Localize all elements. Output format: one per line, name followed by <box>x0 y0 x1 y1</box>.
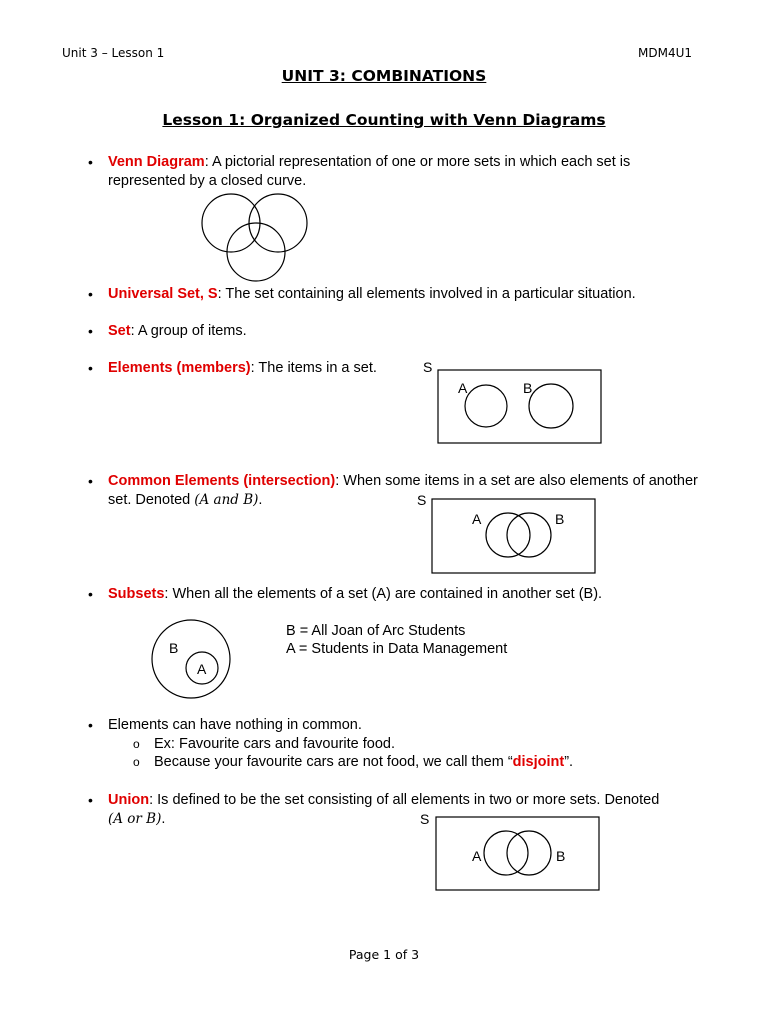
header-right: MDM4U1 <box>638 46 692 60</box>
unit-title: UNIT 3: COMBINATIONS <box>281 67 487 85</box>
label-a: A <box>472 848 482 864</box>
bullet-icon: • <box>88 286 93 302</box>
elements-venn-diagram <box>420 360 610 450</box>
sub-bullet-icon: o <box>133 755 140 769</box>
def-elements: : The items in a set. <box>250 360 377 376</box>
term-intersection: Common Elements (intersection) <box>108 473 336 489</box>
subset-venn-diagram <box>150 618 240 703</box>
bullet-icon: • <box>88 473 93 489</box>
label-b: B <box>169 640 179 656</box>
circle-b <box>529 384 573 428</box>
header-left: Unit 3 – Lesson 1 <box>62 46 165 60</box>
bullet-icon: • <box>88 154 93 170</box>
label-b: B <box>556 848 566 864</box>
label-s: S <box>420 811 430 827</box>
label-s: S <box>423 359 433 375</box>
disjoint-post: ”. <box>564 754 574 770</box>
label-a: A <box>197 661 207 677</box>
term-subsets: Subsets <box>108 586 165 602</box>
def-union-end: . <box>161 811 166 827</box>
def-universal-set: : The set containing all elements involved in a particular situation. <box>217 286 636 302</box>
circle-a <box>484 831 528 875</box>
term-universal-set: Universal Set, S <box>108 286 218 302</box>
item-nothing-text: Elements can have nothing in common. <box>108 717 362 733</box>
bullet-icon: • <box>88 717 93 733</box>
universal-rect <box>436 817 599 890</box>
union-venn-diagram <box>418 808 608 898</box>
circle-b <box>507 831 551 875</box>
term-elements: Elements (members) <box>108 360 251 376</box>
circle-b <box>507 513 551 557</box>
bullet-icon: • <box>88 586 93 602</box>
circle-b <box>152 620 230 698</box>
bullet-icon: • <box>88 360 93 376</box>
page-footer: Page 1 of 3 <box>348 947 420 962</box>
item-union-text <box>108 791 708 810</box>
def-subsets: : When all the elements of a set (A) are contained in another set (B). <box>164 586 603 602</box>
circle-a <box>486 513 530 557</box>
item-elements-text <box>108 359 708 378</box>
item-common-text <box>108 472 698 510</box>
lesson-title: Lesson 1: Organized Counting with Venn Diagrams <box>162 111 606 129</box>
item-subsets-text <box>108 585 708 604</box>
term-union: Union <box>108 792 150 808</box>
union-denoted <box>108 810 165 829</box>
term-venn-diagram: Venn Diagram <box>108 154 205 170</box>
label-b: B <box>523 380 533 396</box>
def-intersection-end: . <box>258 492 263 508</box>
item-set-text <box>108 322 708 341</box>
subset-def-b: B = All Joan of Arc Students <box>286 623 466 639</box>
label-a: A <box>472 511 482 527</box>
def-set: : A group of items. <box>130 323 247 339</box>
sub-item-disjoint-text <box>154 753 573 772</box>
disjoint-pre: Because your favourite cars are not food, we call them “ <box>154 754 513 770</box>
universal-rect <box>432 499 595 573</box>
def-union: : Is defined to be the set consisting of all elements in two or more sets. Denoted <box>149 792 660 808</box>
venn-three-circles-diagram <box>195 188 315 288</box>
item-universal-text <box>108 285 708 304</box>
sub-item-example-text: Ex: Favourite cars and favourite food. <box>154 736 395 752</box>
bullet-icon: • <box>88 792 93 808</box>
subset-def-a: A = Students in Data Management <box>286 641 508 657</box>
sub-bullet-icon: o <box>133 737 140 751</box>
label-a: A <box>458 380 468 396</box>
term-disjoint: disjoint <box>512 754 565 770</box>
def-venn-diagram: : A pictorial representation of one or more sets in which each set is represented by a closed curve. <box>108 154 631 189</box>
bullet-icon: • <box>88 323 93 339</box>
label-s: S <box>417 492 427 508</box>
def-intersection: : When some items in a set are also elements of another set. Denoted <box>108 473 698 508</box>
math-a-and-b: (A and B) <box>194 492 259 508</box>
circle-a <box>465 385 507 427</box>
item-venn-text <box>108 153 708 191</box>
intersection-venn-diagram <box>415 490 605 580</box>
label-b: B <box>555 511 565 527</box>
math-a-or-b: (A or B) <box>108 811 162 827</box>
term-set: Set <box>108 323 131 339</box>
